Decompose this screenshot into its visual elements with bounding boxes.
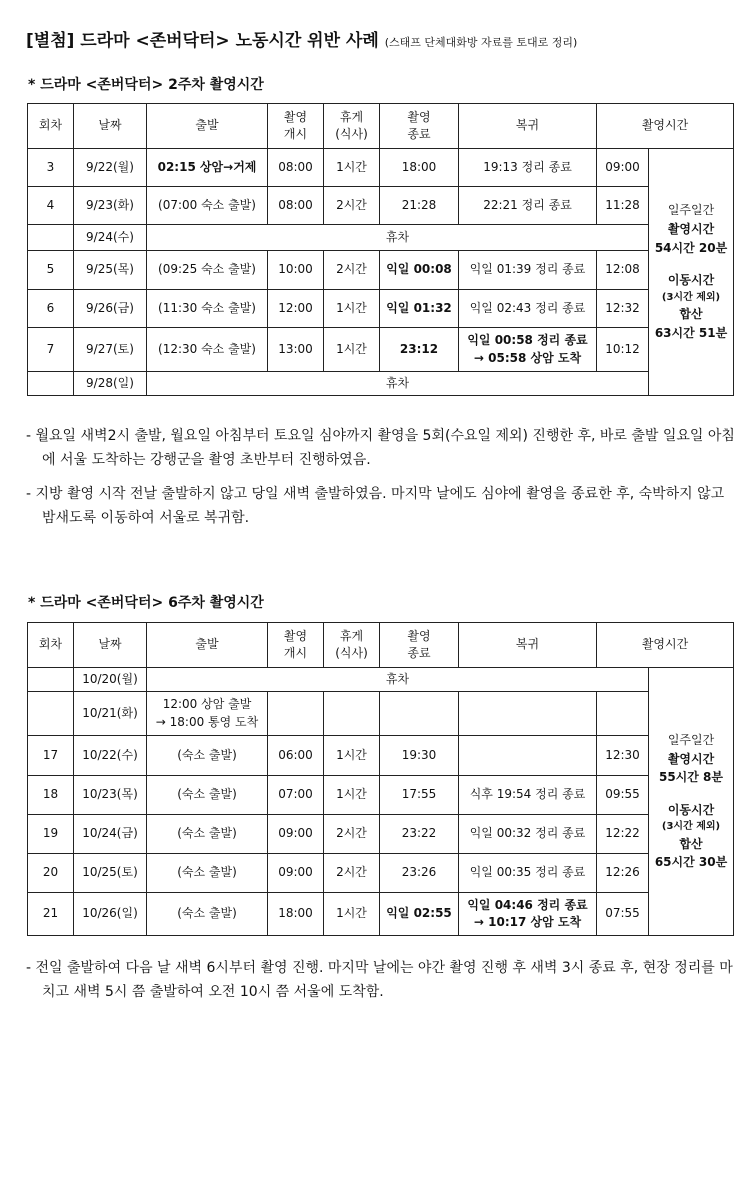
week2-table [27,103,734,396]
col-rest: 휴게 (식사) [324,104,380,149]
week2-total: 일주일간 촬영시간 54시간 20분 이동시간 (3시간 제외) 합산 63시간 51분 [649,149,734,396]
table-row: 20 10/25(토) (숙소 출발) 09:00 2시간 23:26 익일 00:35 정리 종료 12:26 [28,854,734,893]
col-shoot-end: 촬영 종료 [380,623,459,668]
note-paragraph: - 월요일 새벽2시 출발, 월요일 아침부터 토요일 심야까지 촬영을 5회(수요일 제외) 진행한 후, 바로 출발 일요일 아침에 서울 도착하는 강행군을 촬영 초반부터 진행하였음. [26,428,735,468]
week6-total: 일주일간 촬영시간 55시간 8분 이동시간 (3시간 제외) 합산 65시간 30분 [649,668,734,936]
table-row: 5 9/25(목) (09:25 숙소 출발) 10:00 2시간 익일 00:08 익일 01:39 정리 종료 12:08 [28,251,734,290]
week2-heading: * 드라마 <존버닥터> 2주차 촬영시간 [28,77,264,93]
col-return: 복귀 [459,104,597,149]
table-row-off: 10/20(월) 휴차 일주일간 촬영시간 55시간 8분 이동시간 (3시간 제외) 합산 65시간 30분 [28,668,734,692]
table-row: 10/21(화) 12:00 상암 출발 → 18:00 통영 도착 [28,692,734,736]
col-rest: 휴게 (식사) [324,623,380,668]
col-shoot-start: 촬영 개시 [268,623,324,668]
col-departure: 출발 [147,104,268,149]
col-shoot-start: 촬영 개시 [268,104,324,149]
week6-table [27,622,734,936]
table-row: 18 10/23(목) (숙소 출발) 07:00 1시간 17:55 식후 19:54 정리 종료 09:55 [28,776,734,815]
week6-heading: * 드라마 <존버닥터> 6주차 촬영시간 [28,595,264,611]
title-note: (스태프 단체대화방 자료를 토대로 정리) [384,36,578,49]
week6-notes [26,956,736,1014]
table-row: 4 9/23(화) (07:00 숙소 출발) 08:00 2시간 21:28 22:21 정리 종료 11:28 [28,187,734,225]
col-date: 날짜 [74,104,147,149]
table-row: 21 10/26(일) (숙소 출발) 18:00 1시간 익일 02:55 익일 04:46 정리 종료 → 10:17 상암 도착 07:55 [28,893,734,936]
table-header-row [28,104,734,149]
col-episode: 회차 [28,104,74,149]
table-row: 3 9/22(월) 02:15 상암→거제 08:00 1시간 18:00 19:13 정리 종료 09:00 일주일간 촬영시간 54시간 20분 이동시간 (3시간 제외) 합산 63시간 51분 [28,149,734,187]
col-episode: 회차 [28,623,74,668]
col-shoot-end: 촬영 종료 [380,104,459,149]
table-row: 6 9/26(금) (11:30 숙소 출발) 12:00 1시간 익일 01:32 익일 02:43 정리 종료 12:32 [28,290,734,328]
col-shoot-time: 촬영시간 [597,104,734,149]
table-row: 7 9/27(토) (12:30 숙소 출발) 13:00 1시간 23:12 익일 00:58 정리 종료 → 05:58 상암 도착 10:12 [28,328,734,372]
col-shoot-time: 촬영시간 [597,623,734,668]
table-row: 17 10/22(수) (숙소 출발) 06:00 1시간 19:30 12:30 [28,736,734,776]
col-departure: 출발 [147,623,268,668]
table-header-row [28,623,734,668]
note-paragraph: - 지방 촬영 시작 전날 출발하지 않고 당일 새벽 출발하였음. 마지막 날에도 심야에 촬영을 종료한 후, 숙박하지 않고 밤새도록 이동하여 서울로 복귀함. [26,486,725,526]
col-return: 복귀 [459,623,597,668]
title-text: [별첨] 드라마 <존버닥터> 노동시간 위반 사례 [26,31,379,51]
table-row-off: 9/24(수) 휴차 [28,225,734,251]
table-row-off: 9/28(일) 휴차 [28,372,734,396]
week2-notes [26,424,736,540]
note-paragraph: - 전일 출발하여 다음 날 새벽 6시부터 촬영 진행. 마지막 날에는 야간 촬영 진행 후 새벽 3시 종료 후, 현장 정리를 마치고 새벽 5시 쯤 출발하여 오전 10시 쯤 서울에 도착함. [26,960,733,1000]
page-title [26,26,577,51]
table-row: 19 10/24(금) (숙소 출발) 09:00 2시간 23:22 익일 00:32 정리 종료 12:22 [28,815,734,854]
col-date: 날짜 [74,623,147,668]
